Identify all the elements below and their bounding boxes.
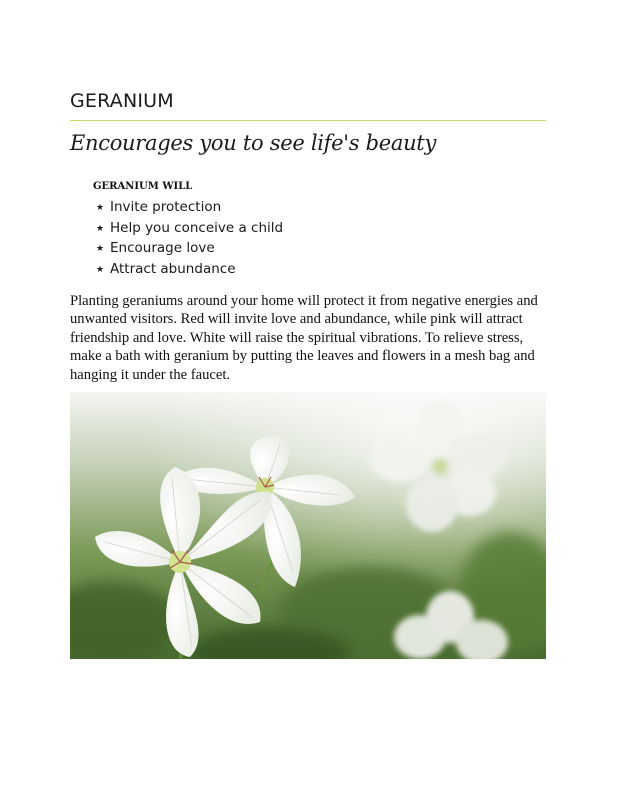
list-item: ★ Invite protection <box>96 197 283 218</box>
list-heading: GERANIUM WILL <box>93 181 193 192</box>
bullet-list <box>96 197 283 280</box>
geranium-photo <box>70 392 546 659</box>
star-bullet-icon: ★ <box>96 265 105 276</box>
title-divider <box>70 120 546 121</box>
page-title: GERANIUM <box>70 90 174 112</box>
list-item: ★ Encourage love <box>96 238 283 259</box>
star-bullet-icon: ★ <box>96 203 105 213</box>
subtitle: Encourages you to see life's beauty <box>70 131 437 155</box>
list-item: ★ Attract abundance <box>96 259 283 280</box>
list-item: ★ Help you conceive a child <box>96 218 283 239</box>
star-bullet-icon: ★ <box>96 223 105 234</box>
body-paragraph: Planting geraniums around your home will protect it from negative energies and unwanted visitors. Red will invite love and abundance, while pink will attract friendship and love. White will raise the spiritual vibrations. To relieve stress, make a bath with geranium by putting the leaves and flowers in a mesh bag and hanging it under the faucet. <box>70 293 538 383</box>
star-bullet-icon: ★ <box>96 244 105 255</box>
